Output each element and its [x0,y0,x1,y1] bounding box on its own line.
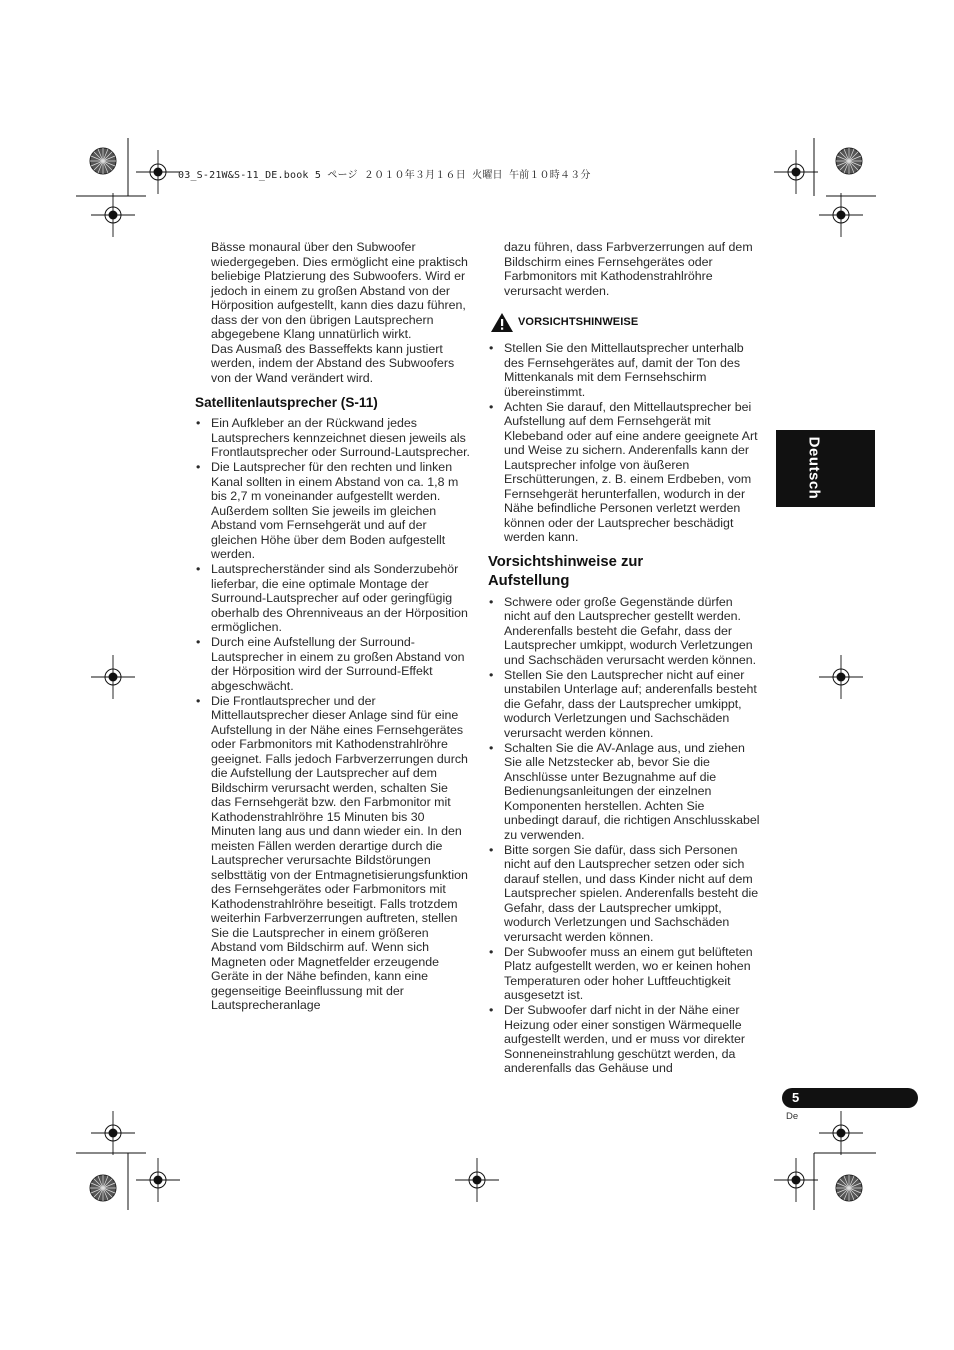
bullet-icon: • [489,842,494,857]
section-title-satellite: Satellitenlautsprecher (S-11) [195,395,378,410]
registration-mark-icon [91,1111,135,1155]
language-tab-label: Deutsch [805,436,823,500]
registration-mark-icon [774,150,818,194]
registration-mark-icon [91,655,135,699]
page-number-tab [782,1088,918,1108]
registration-mark-icon [774,1158,818,1202]
bullet-icon: • [489,1003,494,1017]
book-header-line: 03_S-21W&S-11_DE.book 5 ページ ２０１０年３月１６日 火曜日 午前１０時４３分 [178,170,591,181]
right-column [488,240,760,1076]
caution-bullet-list [488,341,760,545]
caution-heading [490,312,760,333]
color-target-icon [90,1175,116,1201]
language-side-tab [776,430,875,507]
list-item: • Lautsprecherständer sind als Sonderzubehör lieferbar, die eine optimale Montage der Surround-Lautsprecher auf oder geringfügig oberhalb des Ohrenniveaus an der Hörposition ermöglichen. [196,562,468,634]
bullet-icon: • [489,594,494,609]
registration-mark-icon [455,1158,499,1202]
intro-paragraph: Bässe monaural über den Subwoofer wiedergegeben. Dies ermöglicht eine praktisch beliebige Platzierung des Subwoofers. Wird er jedoch in einem zu großen Abstand von der Hörposition aufgestellt, kann dies dazu führen, dass der von den übrigen Lautsprechern abgegebene Klang unnatürlich wirkt. [211,240,468,341]
bullet-icon: • [196,693,201,708]
placement-bullet-list [488,595,760,1076]
registration-mark-icon [819,1111,863,1155]
list-item: • Der Subwoofer darf nicht in der Nähe einer Heizung oder einer sonstigen Wärmequelle aufgestellt werden, und er muss vor direkter Sonneneinstrahlung geschützt werden, da anderenfalls das Gehäuse und [489,1003,746,1075]
section-title-placement: Vorsichtshinweise zur Aufstellung [488,553,644,589]
color-target-icon [90,148,116,174]
intro-paragraph: Das Ausmaß des Basseffekts kann justiert werden, indem der Abstand des Subwoofers von der Wand verändert wird. [211,341,455,385]
bullet-icon: • [196,460,201,474]
list-item: • Die Frontlautsprecher und der Mittellautsprecher dieser Anlage sind für eine Aufstellung in der Nähe eines Fernsehgerätes oder Farbmonitors mit Kathodenstrahlröhre geeignet. Falls jedoch Farbverzerrungen durch die Aufstellung der Lautsprecher auf dem Bildschirm verursacht werden, schalten Sie das Fernsehgerät bzw. den Farbmonitor mit Kathodenstrahlröhre 15 Minuten bis 30 Minuten lang aus und dann wieder ein. In den meisten Fällen werden derartige durch die Lautsprecher verursachte Bildstörungen selbsttätig von der Entmagnetisierungsfunktion des Fernsehgerätes oder Farbmonitors mit Kathodenstrahlröhre beseitigt. Falls trotzdem weiterhin Farbverzerrungen auftreten, stellen Sie die Lautsprecher in einem größeren Abstand vom Bildschirm auf. Wenn sich Magneten oder Magnetfelder erzeugende Geräte in der Nähe befinden, kann eine gegenseitige Beeinflussung mit der Lautsprecheranlage [196,693,468,1012]
bullet-icon: • [489,341,494,355]
registration-mark-icon [136,1158,180,1202]
list-item: • Stellen Sie den Lautsprecher nicht auf einer unstabilen Unterlage auf; anderenfalls besteht die Gefahr, dass der Lautsprecher umkippt, wodurch Verletzungen und Sachschäden verursacht werden können. [489,667,757,740]
warning-triangle-icon [490,312,514,333]
list-item: • Durch eine Aufstellung der Surround-Lautsprecher in einem zu großen Abstand von der Hörposition wird der Surround-Effekt abgeschwächt. [196,635,465,693]
caution-label: VORSICHTSHINWEISE [518,316,639,329]
bullet-icon: • [196,416,201,430]
intro-text [195,240,470,385]
bullet-icon: • [489,667,494,682]
list-item: • Der Subwoofer muss an einem gut belüfteten Platz aufgestellt werden, wo er keinen hohen Temperaturen oder hoher Luftfeuchtigkeit ausgesetzt ist. [489,944,753,1002]
list-item: • Ein Aufkleber an der Rückwand jedes Lautsprechers kennzeichnet diesen jeweils als Frontlautsprecher oder Surround-Lautsprecher. [196,416,470,459]
continuation-paragraph: dazu führen, dass Farbverzerrungen auf dem Bildschirm eines Fernsehgerätes oder Farbmonitors mit Kathodenstrahlröhre verursacht werden. [504,240,753,298]
list-item: • Bitte sorgen Sie dafür, dass sich Personen nicht auf den Lautsprecher setzen oder sich darauf stellen, und dass Kinder nicht auf dem Lautsprecher spielen. Anderenfalls besteht die Gefahr, dass der Lautsprecher umkippt, wodurch Verletzungen und Sachschäden verursacht werden können. [489,842,759,944]
list-item: • Stellen Sie den Mittellautsprecher unterhalb des Fernsehgerätes auf, damit der Ton des Mittenkanals mit dem Fernsehschirm übereinstimmt. [489,341,744,399]
page-number: 5 [792,1090,800,1105]
color-target-icon [836,148,862,174]
registration-mark-icon [91,193,135,237]
color-target-icon [836,1175,862,1201]
satellite-bullet-list [195,416,470,1013]
list-item: • Achten Sie darauf, den Mittellautsprecher bei Aufstellung auf dem Fernsehgerät mit Klebeband oder auf eine andere geeignete Art und Weise zu sichern. Anderenfalls kann der Lautsprecher infolge von äußeren Erschütterungen, z. B. einem Erdbeben, vom Fernsehgerät herunterfallen, wodurch in der Nähe befindliche Personen verletzt werden können oder der Lautsprecher beschädigt werden kann. [489,399,758,544]
bullet-icon: • [489,740,494,755]
page-language-code: De [786,1111,799,1122]
registration-mark-icon [819,193,863,237]
registration-mark-icon [819,655,863,699]
bullet-icon: • [196,562,201,576]
list-item: • Schwere oder große Gegenstände dürfen nicht auf den Lautsprecher gestellt werden. Anderenfalls besteht die Gefahr, dass der Lautsprecher umkippt, wodurch Verletzungen und Sachschäden verursacht werden können. [489,594,757,667]
bullet-icon: • [489,944,494,959]
bullet-icon: • [489,399,494,414]
registration-mark-icon [136,150,180,194]
list-item: • Schalten Sie die AV-Anlage aus, und ziehen Sie alle Netzstecker ab, bevor Sie die Anschlüsse unter Bezugnahme auf die Bedienungsanleitungen der einzelnen Komponenten herstellen. Achten Sie unbedingt darauf, die richtigen Anschlusskabel zu verwenden. [489,740,760,842]
bullet-icon: • [196,635,201,649]
left-column [195,240,470,1013]
list-item: • Die Lautsprecher für den rechten und linken Kanal sollten in einem Abstand von ca. 1,8 m bis 2,7 m voneinander aufgestellt werden. Außerdem sollten Sie jeweils im gleichen Abstand vom Fernsehgerät und auf der gleichen Höhe über dem Boden aufgestellt werden. [196,460,459,561]
